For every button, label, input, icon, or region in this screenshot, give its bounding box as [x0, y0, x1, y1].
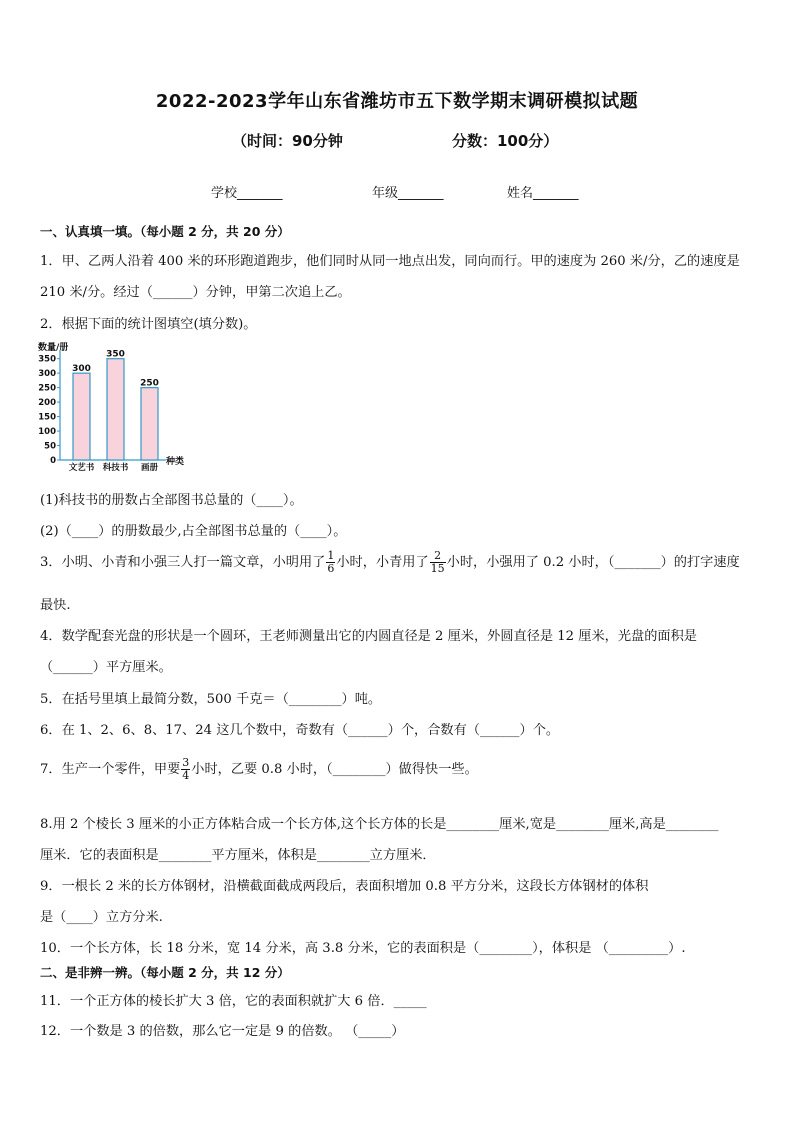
q4-line1: 4．数学配套光盘的形状是一个圆环，王老师测量出它的内圆直径是 2 厘米，外圆直径是 12 厘米，光盘的面积是: [40, 629, 697, 644]
q2-line1: 2．根据下面的统计图填空(填分数)。: [40, 317, 257, 332]
q1-line1: 1．甲、乙两人沿着 400 米的环形跑道跑步，他们同时从同一地点出发，同向而行。甲的速度为 260 米/分，乙的速度是: [40, 254, 740, 269]
chart-y-tick-label: 200: [38, 398, 56, 409]
q8-line2: 厘米．它的表面积是________平方厘米，体积是________立方厘米．: [40, 848, 436, 863]
q2-part2: (2)（____）的册数最少,占全部图书总量的（____）。: [40, 524, 347, 539]
chart-xlabel: 种类: [166, 457, 185, 467]
q12-line1: 12．一个数是 3 的倍数，那么它一定是 9 的倍数。 （_____）: [40, 1024, 405, 1039]
chart-y-tick-label: 300: [38, 369, 56, 380]
q9-line2: 是（____）立方分米.: [40, 910, 163, 925]
q3-text1: 3．小明、小青和小强三人打一篇文章，小明用了: [40, 555, 326, 570]
q6-line1: 6．在 1、2、6、8、17、24 这几个数中，奇数有（______）个，合数有（______）个。: [40, 723, 560, 738]
name-field[interactable]: 姓名_______: [507, 186, 579, 201]
exam-time: （时间：90分钟: [232, 132, 343, 150]
fraction-two-fifteenths: $\frac{2}{15}$: [430, 549, 445, 575]
section1-heading: 一、认真填一填。（每小题 2 分，共 20 分）: [40, 224, 290, 239]
exam-score: 分数：100分）: [452, 132, 559, 150]
fraction-three-quarters: $\frac{3}{4}$: [182, 756, 190, 782]
q4-line2: （______）平方厘米。: [40, 660, 172, 675]
q5-line1: 5．在括号里填上最简分数，500 千克＝（________）吨。: [40, 692, 382, 707]
chart-y-tick-label: 350: [38, 354, 56, 365]
q3-line2: 最快.: [40, 598, 71, 613]
chart-y-tick-label: 0: [50, 456, 56, 466]
bar-chart: [36, 338, 206, 478]
page-title: 2022-2023学年山东省潍坊市五下数学期末调研模拟试题: [155, 91, 639, 112]
grade-field[interactable]: 年级_______: [372, 186, 444, 201]
q1-line2: 210 米/分。经过（______）分钟，甲第二次追上乙。: [40, 285, 351, 300]
q11-line1: 11．一个正方体的棱长扩大 3 倍，它的表面积就扩大 6 倍．_____: [40, 994, 427, 1009]
chart-bar: [107, 359, 124, 460]
q3-text2: 小时，小青用了: [336, 555, 429, 570]
chart-data-label: 350: [106, 349, 125, 360]
chart-y-tick-label: 150: [38, 412, 56, 423]
fraction-one-sixth: $\frac{1}{6}$: [327, 549, 335, 575]
section2-heading: 二、是非辨一辨。（每小题 2 分，共 12 分）: [40, 965, 290, 980]
chart-y-tick-label: 250: [38, 383, 56, 394]
q7-text1: 7．生产一个零件，甲要: [40, 762, 181, 777]
chart-y-tick-label: 50: [44, 441, 56, 452]
q3-text3: 小时，小强用了 0.2 小时，（_______）的打字速度: [446, 555, 740, 570]
q2-part1: (1)科技书的册数占全部图书总量的（____）。: [40, 493, 303, 508]
chart-bar: [73, 373, 90, 460]
chart-ylabel: 数量/册: [38, 343, 69, 353]
q7-line1: [40, 757, 478, 782]
q9-line1: 9．一根长 2 米的长方体钢材，沿横截面截成两段后，表面积增加 0.8 平方分米，这段长方体钢材的体积: [40, 879, 649, 894]
chart-category-label: 文艺书: [68, 463, 95, 473]
chart-data-label: 250: [140, 378, 159, 389]
chart-category-label: 科技书: [102, 463, 129, 473]
chart-bar: [141, 388, 158, 460]
q8-line1: 8.用 2 个棱长 3 厘米的小正方体粘合成一个长方体,这个长方体的长是________厘米,宽是________厘米,高是________: [40, 817, 719, 832]
q7-text2: 小时，乙要 0.8 小时，（________）做得快一些。: [191, 762, 478, 777]
chart-y-tick-label: 100: [38, 427, 56, 438]
chart-data-label: 300: [72, 364, 91, 375]
q10-line1: 10．一个长方体，长 18 分米，宽 14 分米，高 3.8 分米，它的表面积是（________），体积是 （_________）.: [40, 941, 686, 956]
q3-line1: [40, 550, 740, 575]
chart-category-label: 画册: [140, 463, 159, 473]
school-field[interactable]: 学校_______: [211, 186, 283, 201]
